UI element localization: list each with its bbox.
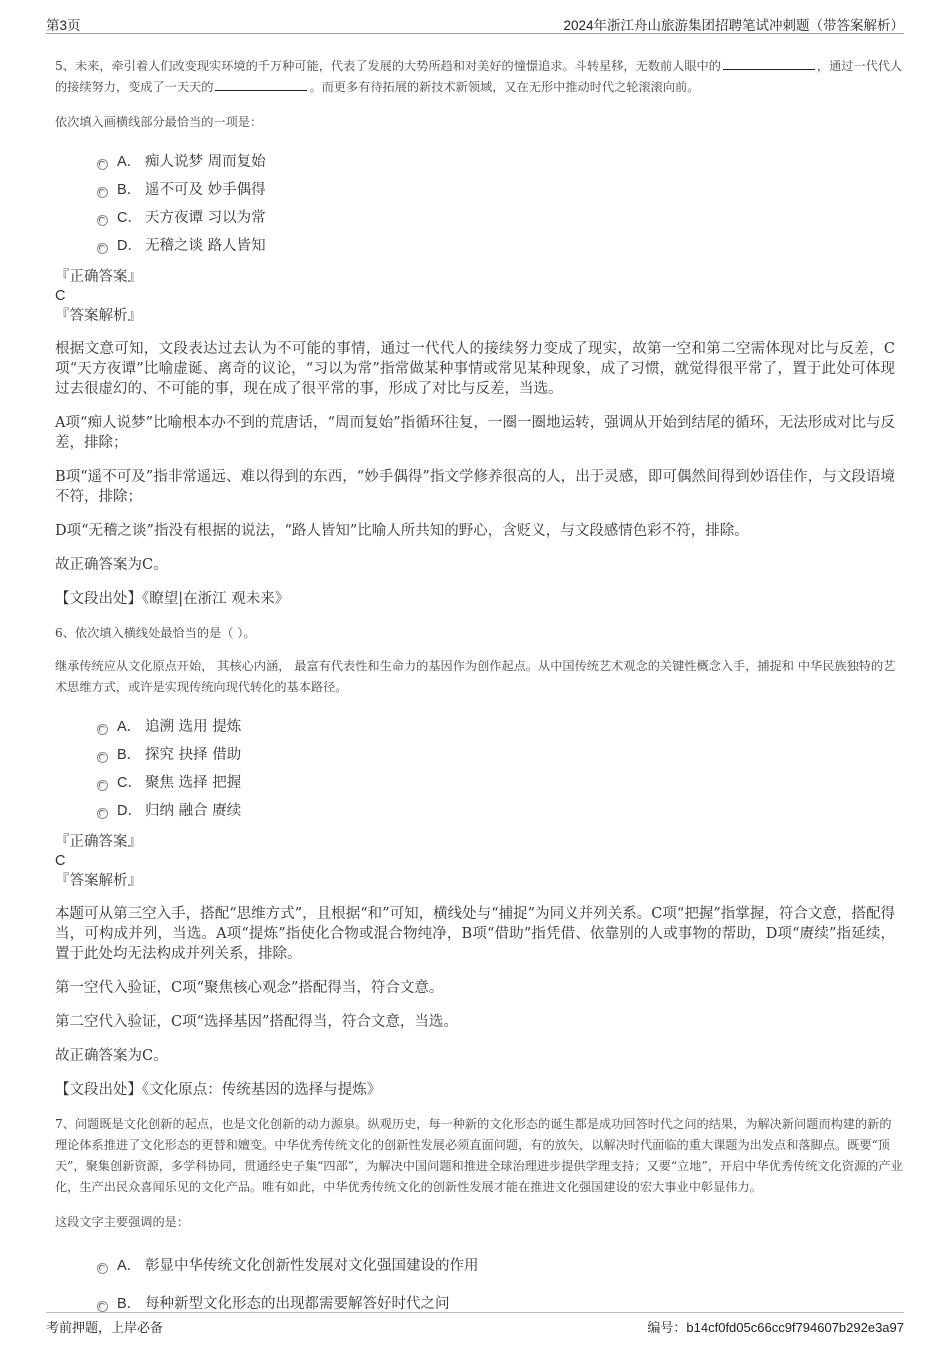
answer-label: 『正确答案』	[55, 269, 142, 285]
page-header	[46, 11, 904, 34]
answer-label: 『正确答案』	[55, 834, 142, 850]
analysis-paragraph: 故正确答案为C。	[55, 557, 168, 573]
page-footer	[46, 1312, 904, 1335]
question-prompt: 这段文字主要强调的是：	[55, 1215, 190, 1229]
source-citation: 【文段出处】《文化原点：传统基因的选择与提炼》	[55, 1082, 382, 1098]
radio-icon[interactable]	[97, 724, 108, 735]
option-a[interactable]: A． 彰显中华传统文化创新性发展对文化强国建设的作用	[97, 1245, 903, 1283]
option-d[interactable]: D． 归纳 融合 赓续	[97, 795, 903, 823]
analysis-paragraph: 故正确答案为C。	[55, 1048, 168, 1064]
page-number: 第3页	[46, 18, 81, 33]
analysis-label: 『答案解析』	[55, 308, 142, 324]
question-text: 7、问题既是文化创新的起点，也是文化创新的动力源泉。纵观历史，每一种新的文化形态的诞生都是成功回答时代之问的结果，为解决新问题而构建的新的理论体系推进了文化形态的更替和嬗变。中华优秀传统文化的创新性发展必须直面问题，有的放矢，以解决时代面临的重大课题为出发点和落脚点。既要“顶天”，聚集创新资源，多学科协同，贯通经史子集“四部”，为解决中国问题和推进全球治理进步提供学理支持；又要“立地”，开启中华优秀传统文化资源的产业化，生产出民众喜闻乐见的文化产品。唯有如此，中华优秀传统文化的创新性发展才能在推进文化强国建设的宏大事业中彰显伟力。	[55, 1117, 903, 1194]
correct-answer: C	[55, 853, 66, 869]
analysis-paragraph: 本题可从第三空入手，搭配“思维方式”，且根据“和”可知，横线处与“捕捉”为同义并列关系。C项“把握”指掌握，符合文意，搭配得当，可构成并列，当选。A项“提炼”指使化合物或混合物纯净，B项“借助”指凭借、依靠别的人或事物的帮助，D项“赓续”指延续，置于此处均无法构成并列关系，排除。	[55, 906, 895, 962]
options-list	[97, 711, 903, 823]
question-text: 6、依次填入横线处最恰当的是（ ）。	[55, 626, 256, 640]
analysis-paragraph: B项“遥不可及”指非常遥远、难以得到的东西，“妙手偶得”指文学修养很高的人，出于灵感，即可偶然间得到妙语佳作，与文段语境不符，排除；	[55, 469, 895, 505]
document-title: 2024年浙江舟山旅游集团招聘笔试冲刺题（带答案解析）	[563, 18, 904, 33]
radio-icon[interactable]	[97, 1263, 108, 1274]
question-7	[55, 1114, 903, 1321]
source-citation: 【文段出处】《瞭望|在浙江 观未来》	[55, 591, 290, 607]
fill-blank	[215, 78, 307, 91]
options-list	[97, 146, 903, 258]
correct-answer: C	[55, 288, 66, 304]
options-list	[97, 1245, 903, 1321]
footer-slogan: 考前押题，上岸必备	[46, 1321, 164, 1336]
fill-blank	[723, 57, 815, 70]
option-d[interactable]: D． 无稽之谈 路人皆知	[97, 230, 903, 258]
option-b[interactable]: B． 每种新型文化形态的出现都需要解答好时代之问	[97, 1283, 903, 1321]
radio-icon[interactable]	[97, 187, 108, 198]
page-content	[55, 56, 903, 1321]
question-passage: 继承传统应从文化原点开始， 其核心内涵， 最富有代表性和生命力的基因作为创作起点。从中国传统艺术观念的关键性概念入手，捕捉和 中华民族独特的艺术思维方式，或许是实现传统向现代转化的基本路径。	[55, 659, 896, 694]
option-a[interactable]: A． 追溯 选用 提炼	[97, 711, 903, 739]
document-id: 编号：b14cf0fd05c66cc9f794607b292e3a97	[647, 1320, 904, 1335]
option-b[interactable]: B． 探究 抉择 借助	[97, 739, 903, 767]
question-prompt: 依次填入画横线部分最恰当的一项是：	[55, 115, 263, 129]
analysis-paragraph: 第二空代入验证，C项“选择基因”搭配得当，符合文意，当选。	[55, 1014, 458, 1030]
analysis-paragraph: 根据文意可知，文段表达过去认为不可能的事情，通过一代代人的接续努力变成了现实，故第一空和第二空需体现对比与反差，C项“天方夜谭”比喻虚诞、离奇的议论，“习以为常”指常做某种事情或常见某种现象，成了习惯，就觉得很平常了，置于此处可体现过去很虚幻的、不可能的事，现在成了很平常的事，形成了对比与反差，当选。	[55, 341, 895, 397]
radio-icon[interactable]	[97, 1301, 108, 1312]
radio-icon[interactable]	[97, 243, 108, 254]
radio-icon[interactable]	[97, 752, 108, 763]
option-a[interactable]: A． 痴人说梦 周而复始	[97, 146, 903, 174]
analysis-paragraph: 第一空代入验证，C项“聚焦核心观念”搭配得当，符合文意。	[55, 980, 444, 996]
analysis-paragraph: A项“痴人说梦”比喻根本办不到的荒唐话，“周而复始”指循环往复，一圈一圈地运转，强调从开始到结尾的循环，无法形成对比与反差，排除；	[55, 415, 895, 451]
radio-icon[interactable]	[97, 808, 108, 819]
analysis-label: 『答案解析』	[55, 873, 142, 889]
analysis-paragraph: D项“无稽之谈”指没有根据的说法，“路人皆知”比喻人所共知的野心，含贬义，与文段感情色彩不符，排除。	[55, 523, 749, 539]
radio-icon[interactable]	[97, 215, 108, 226]
option-c[interactable]: C． 天方夜谭 习以为常	[97, 202, 903, 230]
radio-icon[interactable]	[97, 780, 108, 791]
option-c[interactable]: C． 聚焦 选择 把握	[97, 767, 903, 795]
question-5	[55, 56, 903, 609]
question-6	[55, 623, 903, 1100]
radio-icon[interactable]	[97, 159, 108, 170]
option-b[interactable]: B． 遥不可及 妙手偶得	[97, 174, 903, 202]
question-text: 5、未来，牵引着人们改变现实环境的千万种可能，代表了发展的大势所趋和对美好的憧憬追求。斗转星移，无数前人眼中的 ，通过一代代人的接续努力，变成了一天天的 。而更多有待拓展的新技术新领域，又在无形中推动时代之轮滚滚向前。	[55, 59, 903, 94]
